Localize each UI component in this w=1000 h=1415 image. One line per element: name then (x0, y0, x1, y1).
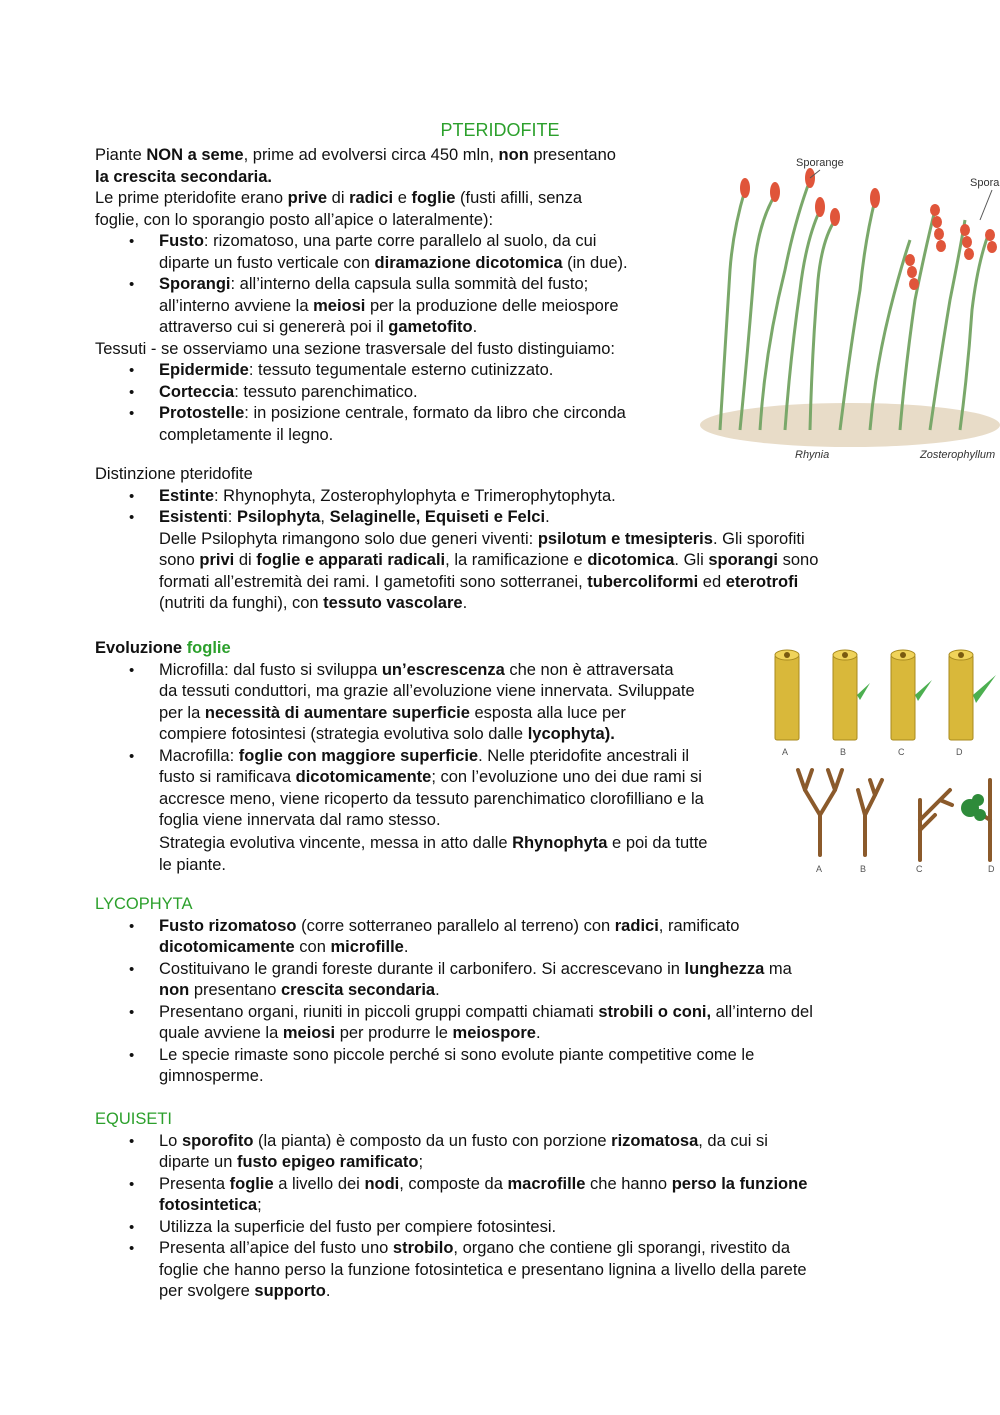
list-item: • Sporangi: all’interno della capsula sulla sommità del fusto; all’interno avviene la meiosi per la produzione delle meiospore attraverso cui si genererà poi il gametofito. (95, 274, 715, 339)
psilophyta-paragraph: Delle Psilophyta rimangono solo due generi viventi: psilotum e tmesipteris. Gli sporofiti sono privi di foglie e apparati radicali, la ramificazione e dicotomica. Gli sporangi sono formati all’estremità dei rami. I gametofiti sono sotterranei, tubercoliformi ed eterotrofi (nutriti da funghi), con tessuto vascolare. (159, 529, 819, 612)
list-item: • Fusto rizomatoso (corre sotterraneo parallelo al terreno) con radici, ramificato dicotomicamente con microfille. (95, 916, 915, 959)
fig-label-b: B (840, 747, 847, 757)
evoluzione-section (95, 638, 795, 876)
macrofilla-figure (790, 760, 1000, 878)
fig-label-c: C (898, 747, 905, 757)
section-heading: Evoluzione foglie (95, 639, 231, 657)
intro-line: foglie, con lo sporangio posto all’apice o lateralmente): (95, 210, 494, 229)
intro-section (95, 145, 715, 446)
svg-text:A: A (816, 864, 823, 874)
list-item: • Protostelle: in posizione centrale, formato da libro che circonda completamente il legno. (95, 403, 715, 446)
list-item: • Epidermide: tessuto tegumentale esterno cutinizzato. (95, 360, 715, 382)
list-item: • Le specie rimaste sono piccole perché si sono evolute piante competitive come le gimnosperme. (95, 1045, 915, 1088)
list-item: • Corteccia: tessuto parenchimatico. (95, 382, 715, 404)
list-item: • Presentano organi, riuniti in piccoli gruppi compatti chiamati strobili o coni, all’interno del quale avviene la meiosi per produrre le meiospore. (95, 1002, 915, 1045)
lycophyta-section (95, 894, 915, 1088)
list-item: • Esistenti: Psilophyta, Selaginelle, Equiseti e Felci. (95, 507, 915, 529)
zosterophyllum-label: Zosterophyllum (920, 449, 996, 461)
sporange-label: Sporange (796, 157, 844, 169)
microfilla-figure (770, 645, 1000, 760)
list-item: • Macrofilla: foglie con maggiore superficie. Nelle pteridofite ancestrali il fusto si ramificava dicotomicamente; con l’evoluzione uno dei due rami si accresce meno, viene ricoperto da tessuto parenchimatico clorofilliano e la foglia viene innervata dal ramo stesso. Strategia evolutiva vincente, messa in atto dalle Rhynophyta e poi da tutte le piante. (95, 746, 795, 877)
intro-line: Le prime pteridofite erano prive di radici e foglie (fusti afilli, senza (95, 189, 583, 207)
svg-text:D: D (988, 864, 995, 874)
fig-label-d: D (956, 747, 963, 757)
intro-list (0, 231, 715, 339)
rhynia-label: Rhynia (795, 449, 830, 461)
list-item: • Utilizza la superficie del fusto per compiere fotosintesi. (95, 1217, 915, 1239)
equiseti-section (95, 1109, 915, 1303)
lycophyta-list (0, 916, 915, 1088)
fig-label-a: A (782, 747, 789, 757)
section-heading: EQUISETI (95, 1110, 173, 1128)
spora-label: Spora (970, 177, 1000, 189)
list-item: • Estinte: Rhynophyta, Zosterophylophyta e Trimerophytophyta. (95, 486, 915, 508)
tessuti-list (0, 360, 715, 446)
distinzione-list (0, 486, 915, 529)
list-item: • Microfilla: dal fusto si sviluppa un’escrescenza che non è attraversata da tessuti conduttori, ma grazie all’evoluzione viene innervata. Sviluppate per la necessità di aumentare superficie esposta alla luce per compiere fotosintesi (strategia evolutiva solo dalle lycophyta). (95, 660, 795, 746)
page-title: PTERIDOFITE (440, 120, 560, 140)
equiseti-list (0, 1131, 915, 1303)
section-heading: LYCOPHYTA (95, 895, 193, 913)
svg-text:C: C (916, 864, 923, 874)
section-heading: Distinzione pteridofite (95, 465, 253, 483)
list-item: • Presenta foglie a livello dei nodi, composte da macrofille che hanno perso la funzione fotosintetica; (95, 1174, 915, 1217)
list-item: • Costituivano le grandi foreste durante il carbonifero. Si accrescevano in lunghezza ma non presentano crescita secondaria. (95, 959, 915, 1002)
svg-text:B: B (860, 864, 867, 874)
list-item: • Presenta all’apice del fusto uno strobilo, organo che contiene gli sporangi, rivestito da foglie che hanno perso la funzione fotosintetica e presentano lignina a livello della parete per svolgere supporto. (95, 1238, 915, 1303)
intro-line: Tessuti - se osserviamo una sezione trasversale del fusto distinguiamo: (95, 339, 615, 358)
list-item: • Fusto: rizomatoso, una parte corre parallelo al suolo, da cui diparte un fusto verticale con diramazione dicotomica (in due). (95, 231, 715, 274)
evoluzione-list (0, 660, 795, 877)
intro-line: Piante NON a seme, prime ad evolversi circa 450 mln, non presentano (95, 146, 616, 164)
list-item: • Lo sporofito (la pianta) è composto da un fusto con porzione rizomatosa, da cui si diparte un fusto epigeo ramificato; (95, 1131, 915, 1174)
intro-line: la crescita secondaria. (95, 167, 273, 186)
rhynia-figure (700, 150, 1000, 470)
distinzione-section (95, 464, 915, 615)
